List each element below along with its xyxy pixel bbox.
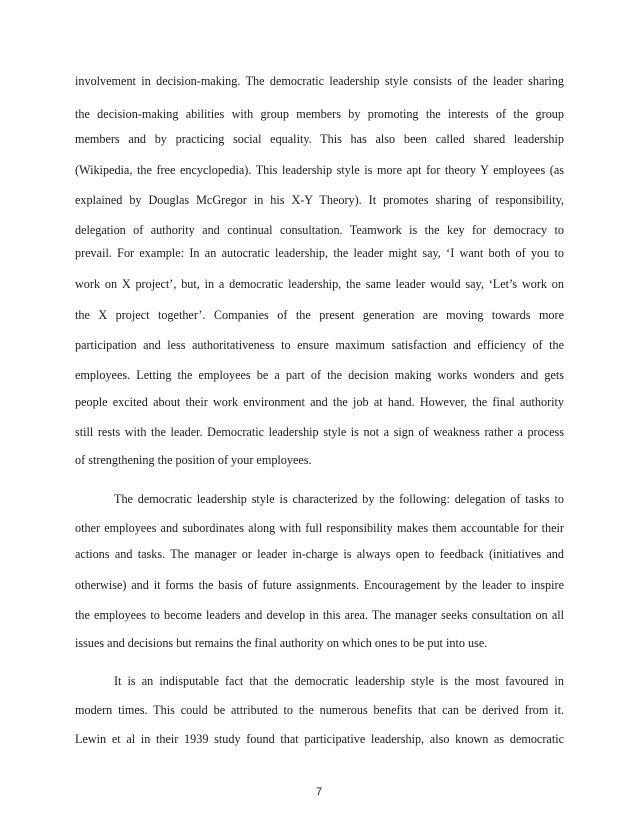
text-line: people excited about their work environment and the job at hand. However, the final authority <box>75 395 564 409</box>
text-line: otherwise) and it forms the basis of future assignments. Encouragement by the leader to inspire <box>75 578 564 592</box>
text-line: the X project together’. Companies of the present generation are moving towards more <box>75 308 564 322</box>
text-line: The democratic leadership style is characterized by the following: delegation of tasks to <box>114 492 564 506</box>
text-line: issues and decisions but remains the final authority on which ones to be put into use. <box>75 636 488 650</box>
text-line: involvement in decision-making. The democratic leadership style consists of the leader sharing <box>75 74 564 88</box>
text-line: explained by Douglas McGregor in his X-Y Theory). It promotes sharing of responsibility, <box>75 193 564 207</box>
text-line: modern times. This could be attributed to the numerous benefits that can be derived from it. <box>75 703 564 717</box>
text-line: It is an indisputable fact that the democratic leadership style is the most favoured in <box>114 674 564 688</box>
text-line: of strengthening the position of your employees. <box>75 453 312 467</box>
text-line: work on X project’, but, in a democratic leadership, the same leader would say, ‘Let’s work on <box>75 277 564 291</box>
text-line: participation and less authoritativeness to ensure maximum satisfaction and efficiency of the <box>75 338 564 352</box>
text-line: the decision-making abilities with group members by promoting the interests of the group <box>75 107 564 121</box>
text-line: Lewin et al in their 1939 study found that participative leadership, also known as democratic <box>75 732 564 746</box>
text-line: actions and tasks. The manager or leader in-charge is always open to feedback (initiatives and <box>75 547 564 561</box>
text-line: delegation of authority and continual consultation. Teamwork is the key for democracy to <box>75 223 564 237</box>
text-line: employees. Letting the employees be a part of the decision making works wonders and gets <box>75 368 564 382</box>
text-line: members and by practicing social equality. This has also been called shared leadership <box>75 132 564 146</box>
text-line: the employees to become leaders and develop in this area. The manager seeks consultation on all <box>75 608 564 622</box>
page-number: 7 <box>315 786 323 798</box>
text-line: prevail. For example: In an autocratic leadership, the leader might say, ‘I want both of you to <box>75 246 564 260</box>
text-line: (Wikipedia, the free encyclopedia). This leadership style is more apt for theory Y employees (as <box>75 163 564 177</box>
text-line: other employees and subordinates along with full responsibility makes them accountable for their <box>75 521 564 535</box>
text-line: still rests with the leader. Democratic leadership style is not a sign of weakness rather a process <box>75 425 564 439</box>
